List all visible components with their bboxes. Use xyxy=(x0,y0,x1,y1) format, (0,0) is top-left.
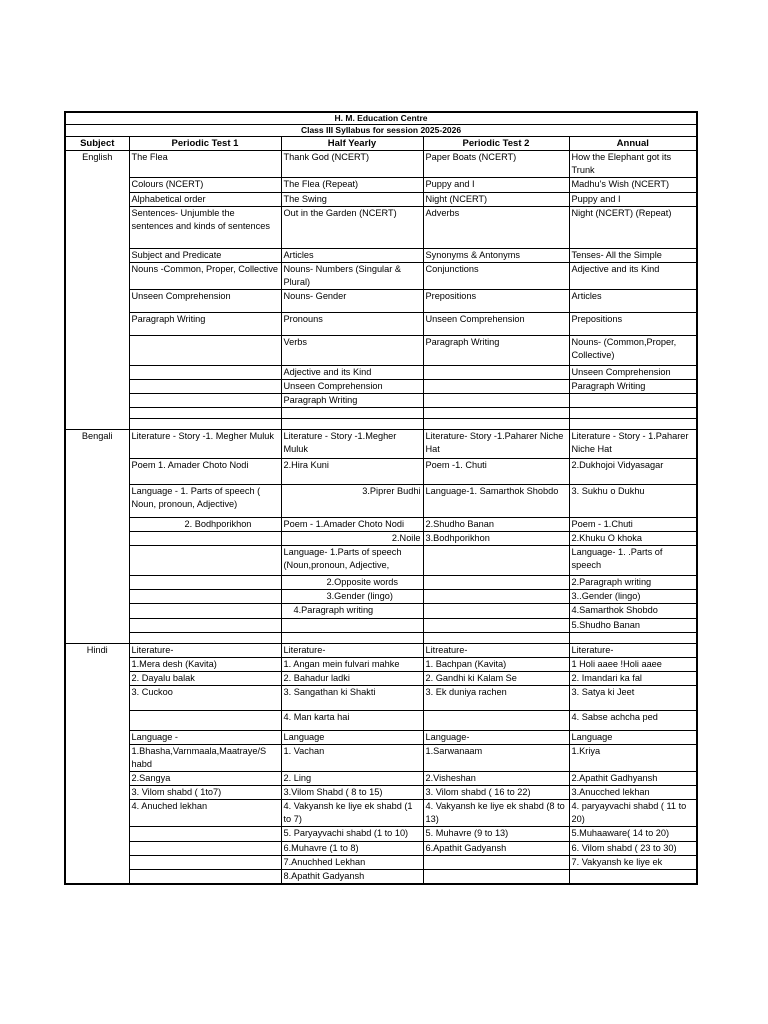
bengali-periodic-test-1-cell: Poem 1. Amader Choto Nodi xyxy=(129,459,281,485)
table-row xyxy=(65,546,697,576)
table-row xyxy=(65,207,697,249)
hindi-annual-cell: 4. Sabse achcha ped xyxy=(569,711,697,731)
bengali-half-yearly-cell xyxy=(281,619,423,633)
hindi-periodic-test-2-cell: 2. Gandhi ki Kalam Se xyxy=(423,672,569,686)
hindi-half-yearly-cell: 1. Angan mein fulvari mahke xyxy=(281,658,423,672)
hindi-periodic-test-2-cell: 1. Bachpan (Kavita) xyxy=(423,658,569,672)
english-periodic-test-2-cell: Paragraph Writing xyxy=(423,336,569,366)
hindi-half-yearly-cell: 5. Paryayvachi shabd (1 to 10) xyxy=(281,827,423,842)
bengali-periodic-test-2-cell: 3.Bodhporikhon xyxy=(423,532,569,546)
empty-cell xyxy=(423,408,569,419)
hindi-half-yearly-cell: 8.Apathit Gadyansh xyxy=(281,870,423,885)
table-row xyxy=(65,842,697,856)
english-periodic-test-1-cell xyxy=(129,380,281,394)
hindi-periodic-test-2-cell: 3. Ek duniya rachen xyxy=(423,686,569,711)
bengali-half-yearly-cell: 2.Opposite words xyxy=(281,576,423,590)
table-row xyxy=(65,313,697,336)
english-half-yearly-cell: The Swing xyxy=(281,193,423,207)
english-periodic-test-2-cell: Adverbs xyxy=(423,207,569,249)
english-annual-cell: Puppy and I xyxy=(569,193,697,207)
table-row xyxy=(65,856,697,870)
hindi-periodic-test-1-cell: 4. Anuched lekhan xyxy=(129,800,281,827)
hindi-half-yearly-cell: 7.Anuchhed Lekhan xyxy=(281,856,423,870)
bengali-annual-cell: 3..Gender (lingo) xyxy=(569,590,697,604)
hindi-periodic-test-1-cell: 3. Vilom shabd ( 1to7) xyxy=(129,786,281,800)
bengali-annual-cell: 4.Samarthok Shobdo xyxy=(569,604,697,619)
english-half-yearly-cell: Pronouns xyxy=(281,313,423,336)
hindi-periodic-test-2-cell: Language- xyxy=(423,731,569,745)
hindi-periodic-test-1-cell xyxy=(129,827,281,842)
hindi-periodic-test-1-cell xyxy=(129,842,281,856)
hindi-periodic-test-2-cell: 4. Vakyansh ke liye ek shabd (8 to 13) xyxy=(423,800,569,827)
bengali-periodic-test-2-cell: Literature- Story -1.Paharer Niche Hat xyxy=(423,430,569,459)
col-half-yearly: Half Yearly xyxy=(281,137,423,151)
hindi-annual-cell: Language xyxy=(569,731,697,745)
hindi-periodic-test-1-cell: 2.Sangya xyxy=(129,772,281,786)
bengali-periodic-test-2-cell xyxy=(423,604,569,619)
table-row xyxy=(65,366,697,380)
english-periodic-test-2-cell: Puppy and I xyxy=(423,178,569,193)
table-row xyxy=(65,249,697,263)
english-periodic-test-1-cell: Subject and Predicate xyxy=(129,249,281,263)
english-periodic-test-2-cell: Unseen Comprehension xyxy=(423,313,569,336)
bengali-periodic-test-1-cell xyxy=(129,619,281,633)
english-half-yearly-cell: Out in the Garden (NCERT) xyxy=(281,207,423,249)
empty-cell xyxy=(423,633,569,644)
english-periodic-test-2-cell: Prepositions xyxy=(423,290,569,313)
bengali-annual-cell: 5.Shudho Banan xyxy=(569,619,697,633)
bengali-periodic-test-1-cell xyxy=(129,532,281,546)
bengali-half-yearly-cell: Poem - 1.Amader Choto Nodi xyxy=(281,518,423,532)
empty-cell xyxy=(129,419,281,430)
empty-cell xyxy=(281,408,423,419)
table-row xyxy=(65,263,697,290)
bengali-periodic-test-1-cell xyxy=(129,576,281,590)
english-periodic-test-1-cell: Sentences- Unjumble the sentences and kinds of sentences xyxy=(129,207,281,249)
subject-hindi: Hindi xyxy=(65,644,129,885)
table-row xyxy=(65,576,697,590)
empty-cell xyxy=(129,408,281,419)
bengali-annual-cell: 2.Khuku O khoka xyxy=(569,532,697,546)
subject-english: English xyxy=(65,151,129,430)
table-row xyxy=(65,827,697,842)
session-title: Class III Syllabus for session 2025-2026 xyxy=(65,125,697,137)
bengali-half-yearly-cell: 2.Noile xyxy=(281,532,423,546)
hindi-annual-cell xyxy=(569,870,697,885)
bengali-half-yearly-cell: 4.Paragraph writing xyxy=(281,604,423,619)
english-half-yearly-cell: Adjective and its Kind xyxy=(281,366,423,380)
column-header-row xyxy=(65,137,697,151)
hindi-annual-cell: Literature- xyxy=(569,644,697,658)
subject-bengali: Bengali xyxy=(65,430,129,644)
english-periodic-test-1-cell: Nouns -Common, Proper, Collective xyxy=(129,263,281,290)
english-periodic-test-2-cell: Conjunctions xyxy=(423,263,569,290)
english-half-yearly-cell: Verbs xyxy=(281,336,423,366)
bengali-periodic-test-1-cell: Literature - Story -1. Megher Muluk xyxy=(129,430,281,459)
table-row xyxy=(65,151,697,178)
empty-cell xyxy=(281,419,423,430)
hindi-periodic-test-1-cell: Language - xyxy=(129,731,281,745)
table-row xyxy=(65,686,697,711)
table-row xyxy=(65,644,697,658)
table-row xyxy=(65,518,697,532)
table-row xyxy=(65,485,697,518)
bengali-periodic-test-1-cell xyxy=(129,604,281,619)
hindi-periodic-test-2-cell: 5. Muhavre (9 to 13) xyxy=(423,827,569,842)
english-periodic-test-1-cell: Paragraph Writing xyxy=(129,313,281,336)
english-annual-cell: How the Elephant got its Trunk xyxy=(569,151,697,178)
table-row xyxy=(65,619,697,633)
english-periodic-test-1-cell xyxy=(129,366,281,380)
bengali-periodic-test-2-cell: 2.Shudho Banan xyxy=(423,518,569,532)
hindi-periodic-test-1-cell: 1.Mera desh (Kavita) xyxy=(129,658,281,672)
bengali-periodic-test-2-cell xyxy=(423,576,569,590)
bengali-periodic-test-2-cell xyxy=(423,546,569,576)
english-annual-cell xyxy=(569,394,697,408)
english-annual-cell: Nouns- (Common,Proper, Collective) xyxy=(569,336,697,366)
hindi-annual-cell: 4. paryayvachi shabd ( 11 to 20) xyxy=(569,800,697,827)
english-periodic-test-2-cell xyxy=(423,366,569,380)
hindi-half-yearly-cell: Literature- xyxy=(281,644,423,658)
english-periodic-test-1-cell xyxy=(129,336,281,366)
bengali-periodic-test-2-cell: Poem -1. Chuti xyxy=(423,459,569,485)
hindi-half-yearly-cell: 2. Bahadur ladki xyxy=(281,672,423,686)
hindi-periodic-test-2-cell xyxy=(423,870,569,885)
english-annual-cell: Adjective and its Kind xyxy=(569,263,697,290)
bengali-periodic-test-1-cell: 2. Bodhporikhon xyxy=(129,518,281,532)
bengali-periodic-test-2-cell: Language-1. Samarthok Shobdo xyxy=(423,485,569,518)
table-row xyxy=(65,394,697,408)
hindi-periodic-test-2-cell xyxy=(423,856,569,870)
english-periodic-test-1-cell: Unseen Comprehension xyxy=(129,290,281,313)
english-annual-cell: Articles xyxy=(569,290,697,313)
spacer-row xyxy=(65,419,697,430)
english-periodic-test-2-cell xyxy=(423,380,569,394)
english-periodic-test-1-cell: Colours (NCERT) xyxy=(129,178,281,193)
english-annual-cell: Tenses- All the Simple xyxy=(569,249,697,263)
table-row xyxy=(65,870,697,885)
english-periodic-test-1-cell: The Flea xyxy=(129,151,281,178)
table-row xyxy=(65,193,697,207)
bengali-periodic-test-2-cell xyxy=(423,619,569,633)
bengali-half-yearly-cell: Literature - Story -1.Megher Muluk xyxy=(281,430,423,459)
table-row xyxy=(65,290,697,313)
hindi-annual-cell: 2.Apathit Gadhyansh xyxy=(569,772,697,786)
table-row xyxy=(65,745,697,772)
bengali-annual-cell: Literature - Story - 1.Paharer Niche Hat xyxy=(569,430,697,459)
english-half-yearly-cell: Unseen Comprehension xyxy=(281,380,423,394)
hindi-periodic-test-1-cell: 3. Cuckoo xyxy=(129,686,281,711)
hindi-annual-cell: 5.Muhaaware( 14 to 20) xyxy=(569,827,697,842)
english-annual-cell: Night (NCERT) (Repeat) xyxy=(569,207,697,249)
english-half-yearly-cell: Paragraph Writing xyxy=(281,394,423,408)
hindi-periodic-test-2-cell: 6.Apathit Gadyansh xyxy=(423,842,569,856)
hindi-annual-cell: 2. Imandari ka fal xyxy=(569,672,697,686)
hindi-periodic-test-2-cell: 2.Visheshan xyxy=(423,772,569,786)
empty-cell xyxy=(569,408,697,419)
hindi-annual-cell: 3.Anucched lekhan xyxy=(569,786,697,800)
table-row xyxy=(65,590,697,604)
english-periodic-test-1-cell: Alphabetical order xyxy=(129,193,281,207)
table-row xyxy=(65,459,697,485)
hindi-half-yearly-cell: 3.Vilom Shabd ( 8 to 15) xyxy=(281,786,423,800)
empty-cell xyxy=(281,633,423,644)
hindi-periodic-test-1-cell: 1.Bhasha,Varnmaala,Maatraye/S habd xyxy=(129,745,281,772)
col-periodic-test-2: Periodic Test 2 xyxy=(423,137,569,151)
english-half-yearly-cell: Nouns- Gender xyxy=(281,290,423,313)
table-row xyxy=(65,711,697,731)
table-row xyxy=(65,532,697,546)
empty-cell xyxy=(423,419,569,430)
hindi-periodic-test-1-cell xyxy=(129,711,281,731)
english-annual-cell: Paragraph Writing xyxy=(569,380,697,394)
hindi-annual-cell: 6. Vilom shabd ( 23 to 30) xyxy=(569,842,697,856)
bengali-annual-cell: Language- 1. .Parts of speech xyxy=(569,546,697,576)
hindi-half-yearly-cell: 4. Man karta hai xyxy=(281,711,423,731)
english-periodic-test-2-cell: Paper Boats (NCERT) xyxy=(423,151,569,178)
bengali-periodic-test-1-cell xyxy=(129,590,281,604)
hindi-half-yearly-cell: 1. Vachan xyxy=(281,745,423,772)
bengali-periodic-test-1-cell xyxy=(129,546,281,576)
school-name: H. M. Education Centre xyxy=(65,112,697,125)
hindi-periodic-test-1-cell: 2. Dayalu balak xyxy=(129,672,281,686)
table-row xyxy=(65,786,697,800)
spacer-row xyxy=(65,408,697,419)
hindi-half-yearly-cell: 4. Vakyansh ke liye ek shabd (1 to 7) xyxy=(281,800,423,827)
english-periodic-test-2-cell xyxy=(423,394,569,408)
syllabus-table xyxy=(64,111,698,885)
bengali-annual-cell: 2.Dukhojoi Vidyasagar xyxy=(569,459,697,485)
syllabus-sheet xyxy=(64,111,696,885)
hindi-annual-cell: 7. Vakyansh ke liye ek xyxy=(569,856,697,870)
english-annual-cell: Prepositions xyxy=(569,313,697,336)
empty-cell xyxy=(569,633,697,644)
table-row xyxy=(65,672,697,686)
table-row xyxy=(65,336,697,366)
bengali-half-yearly-cell: 3.Piprer Budhi xyxy=(281,485,423,518)
english-half-yearly-cell: Articles xyxy=(281,249,423,263)
bengali-annual-cell: 2.Paragraph writing xyxy=(569,576,697,590)
bengali-half-yearly-cell: 2.Hira Kuni xyxy=(281,459,423,485)
spacer-row xyxy=(65,633,697,644)
hindi-periodic-test-2-cell: 1.Sarwanaam xyxy=(423,745,569,772)
col-annual: Annual xyxy=(569,137,697,151)
hindi-periodic-test-1-cell xyxy=(129,856,281,870)
english-periodic-test-2-cell: Synonyms & Antonyms xyxy=(423,249,569,263)
col-subject: Subject xyxy=(65,137,129,151)
bengali-half-yearly-cell: Language- 1.Parts of speech (Noun,pronoun, Adjective, xyxy=(281,546,423,576)
bengali-annual-cell: 3. Sukhu o Dukhu xyxy=(569,485,697,518)
hindi-periodic-test-1-cell: Literature- xyxy=(129,644,281,658)
english-periodic-test-1-cell xyxy=(129,394,281,408)
table-row xyxy=(65,380,697,394)
english-half-yearly-cell: The Flea (Repeat) xyxy=(281,178,423,193)
english-half-yearly-cell: Thank God (NCERT) xyxy=(281,151,423,178)
table-row xyxy=(65,658,697,672)
table-row xyxy=(65,604,697,619)
english-half-yearly-cell: Nouns- Numbers (Singular & Plural) xyxy=(281,263,423,290)
english-periodic-test-2-cell: Night (NCERT) xyxy=(423,193,569,207)
hindi-annual-cell: 3. Satya ki Jeet xyxy=(569,686,697,711)
table-row xyxy=(65,430,697,459)
bengali-periodic-test-2-cell xyxy=(423,590,569,604)
english-annual-cell: Unseen Comprehension xyxy=(569,366,697,380)
table-row xyxy=(65,178,697,193)
empty-cell xyxy=(129,633,281,644)
table-row xyxy=(65,731,697,745)
hindi-periodic-test-2-cell xyxy=(423,711,569,731)
hindi-half-yearly-cell: Language xyxy=(281,731,423,745)
col-periodic-test-1: Periodic Test 1 xyxy=(129,137,281,151)
bengali-periodic-test-1-cell: Language - 1. Parts of speech ( Noun, pronoun, Adjective) xyxy=(129,485,281,518)
table-row xyxy=(65,800,697,827)
hindi-half-yearly-cell: 3. Sangathan ki Shakti xyxy=(281,686,423,711)
bengali-annual-cell: Poem - 1.Chuti xyxy=(569,518,697,532)
hindi-annual-cell: 1 Holi aaee !Holi aaee xyxy=(569,658,697,672)
hindi-periodic-test-2-cell: Litreature- xyxy=(423,644,569,658)
hindi-annual-cell: 1.Kriya xyxy=(569,745,697,772)
hindi-half-yearly-cell: 6.Muhavre (1 to 8) xyxy=(281,842,423,856)
hindi-half-yearly-cell: 2. Ling xyxy=(281,772,423,786)
english-annual-cell: Madhu's Wish (NCERT) xyxy=(569,178,697,193)
empty-cell xyxy=(569,419,697,430)
hindi-periodic-test-2-cell: 3. Vilom shabd ( 16 to 22) xyxy=(423,786,569,800)
hindi-periodic-test-1-cell xyxy=(129,870,281,885)
table-row xyxy=(65,772,697,786)
bengali-half-yearly-cell: 3.Gender (lingo) xyxy=(281,590,423,604)
